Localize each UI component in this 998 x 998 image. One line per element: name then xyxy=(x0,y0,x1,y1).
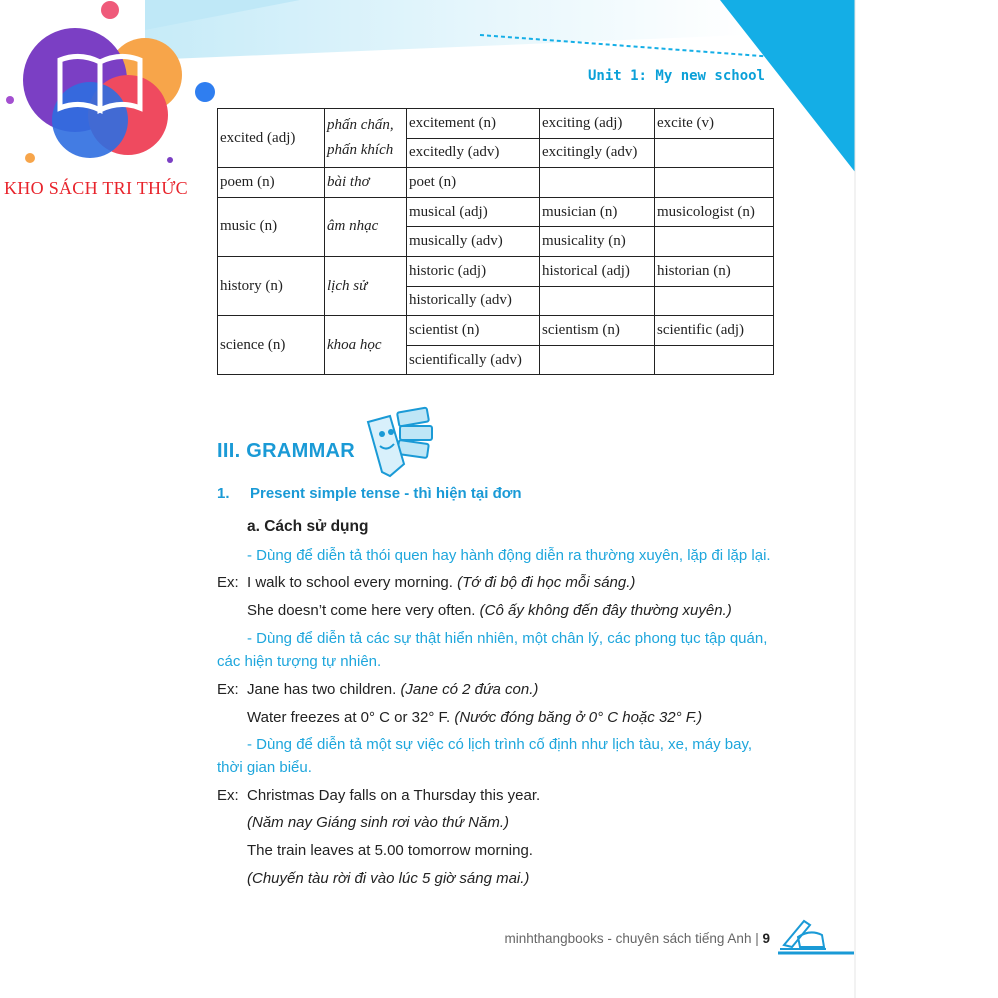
example-translation xyxy=(247,870,529,887)
table-cell: historian (n) xyxy=(655,256,774,286)
table-cell: poet (n) xyxy=(407,168,540,198)
table-cell: historic (adj) xyxy=(407,256,540,286)
sub-heading: a. Cách sử dụng xyxy=(247,518,369,535)
example-line xyxy=(217,574,635,591)
example-line xyxy=(217,787,540,804)
table-cell: science (n) xyxy=(218,316,325,375)
table-cell: musical (adj) xyxy=(407,197,540,227)
table-cell: music (n) xyxy=(218,197,325,256)
table-cell xyxy=(540,286,655,316)
usage-text: - Dùng để diễn tả các sự thật hiển nhiên, một chân lý, các phong tục tập quán, xyxy=(247,630,768,647)
table-row xyxy=(218,256,774,286)
table-cell xyxy=(655,168,774,198)
table-cell xyxy=(655,227,774,257)
table-cell: poem (n) xyxy=(218,168,325,198)
logo-text: KHO SÁCH TRI THỨC xyxy=(4,178,188,198)
footer-text: minhthangbooks - chuyên sách tiếng Anh | xyxy=(504,931,759,946)
books-pencil-icon xyxy=(360,402,440,480)
table-cell: history (n) xyxy=(218,256,325,315)
example-line xyxy=(247,602,732,619)
example-line xyxy=(217,681,538,698)
table-cell: lịch sử xyxy=(325,256,407,315)
table-cell xyxy=(655,138,774,168)
table-row xyxy=(218,197,774,227)
table-cell xyxy=(655,345,774,375)
section-heading xyxy=(217,485,522,502)
usage-text: - Dùng để diễn tả một sự việc có lịch trình cố định như lịch tàu, xe, máy bay, xyxy=(247,736,753,753)
example-text: She doesn’t come here very often. xyxy=(247,602,476,619)
writing-hand-icon xyxy=(776,915,856,957)
table-cell: musicality (n) xyxy=(540,227,655,257)
table-cell: excitedly (adv) xyxy=(407,138,540,168)
ex-label: Ex: xyxy=(217,787,239,804)
example-text: I walk to school every morning. xyxy=(247,574,453,591)
table-cell: musician (n) xyxy=(540,197,655,227)
table-row xyxy=(218,316,774,346)
table-cell: excite (v) xyxy=(655,109,774,139)
example-translation: (Năm nay Giáng sinh rơi vào thứ Năm.) xyxy=(247,814,509,831)
vocab-table xyxy=(217,108,774,375)
usage-text: các hiện tượng tự nhiên. xyxy=(217,653,382,670)
table-cell xyxy=(655,286,774,316)
table-cell: phấn chấn, phấn khích xyxy=(325,109,407,168)
example-text: Jane has two children. xyxy=(247,681,397,698)
logo-icon xyxy=(0,0,220,178)
table-cell: excitement (n) xyxy=(407,109,540,139)
section-title: Present simple tense - thì hiện tại đơn xyxy=(250,485,522,502)
example-text: Christmas Day falls on a Thursday this year. xyxy=(247,787,541,804)
table-cell: musicologist (n) xyxy=(655,197,774,227)
table-cell: âm nhạc xyxy=(325,197,407,256)
table-cell: exciting (adj) xyxy=(540,109,655,139)
table-cell: scientific (adj) xyxy=(655,316,774,346)
usage-text: thời gian biểu. xyxy=(217,759,312,776)
example-translation: (Tớ đi bộ đi học mỗi sáng.) xyxy=(457,574,636,591)
table-cell xyxy=(540,168,655,198)
table-cell: scientism (n) xyxy=(540,316,655,346)
section-number: 1. xyxy=(217,485,230,502)
table-cell: historically (adv) xyxy=(407,286,540,316)
example-translation xyxy=(247,814,509,831)
table-cell: excited (adj) xyxy=(218,109,325,168)
example-line xyxy=(247,709,702,726)
example-text: Water freezes at 0° C or 32° F. xyxy=(247,709,451,726)
grammar-title: III. GRAMMAR xyxy=(217,440,356,462)
example-translation: (Jane có 2 đứa con.) xyxy=(400,681,539,698)
unit-label: Unit 1: My new school xyxy=(587,68,765,84)
table-cell xyxy=(540,345,655,375)
table-cell: scientist (n) xyxy=(407,316,540,346)
table-cell: historical (adj) xyxy=(540,256,655,286)
ex-label: Ex: xyxy=(217,574,239,591)
table-cell: excitingly (adv) xyxy=(540,138,655,168)
usage-text: - Dùng để diễn tả thói quen hay hành động diễn ra thường xuyên, lặp đi lặp lại. xyxy=(247,547,771,564)
table-row xyxy=(218,168,774,198)
example-line xyxy=(247,842,533,859)
table-cell: musically (adv) xyxy=(407,227,540,257)
footer xyxy=(460,931,770,946)
table-cell: bài thơ xyxy=(325,168,407,198)
table-row xyxy=(218,109,774,139)
page-number: 9 xyxy=(762,931,770,946)
example-translation: (Cô ấy không đến đây thường xuyên.) xyxy=(479,602,732,619)
example-translation: (Nước đóng băng ở 0° C hoặc 32° F.) xyxy=(454,709,703,726)
table-cell: scientifically (adv) xyxy=(407,345,540,375)
example-text: The train leaves at 5.00 tomorrow morning. xyxy=(247,842,533,859)
ex-label: Ex: xyxy=(217,681,239,698)
example-translation: (Chuyến tàu rời đi vào lúc 5 giờ sáng mai.) xyxy=(247,870,530,887)
table-cell: khoa học xyxy=(325,316,407,375)
